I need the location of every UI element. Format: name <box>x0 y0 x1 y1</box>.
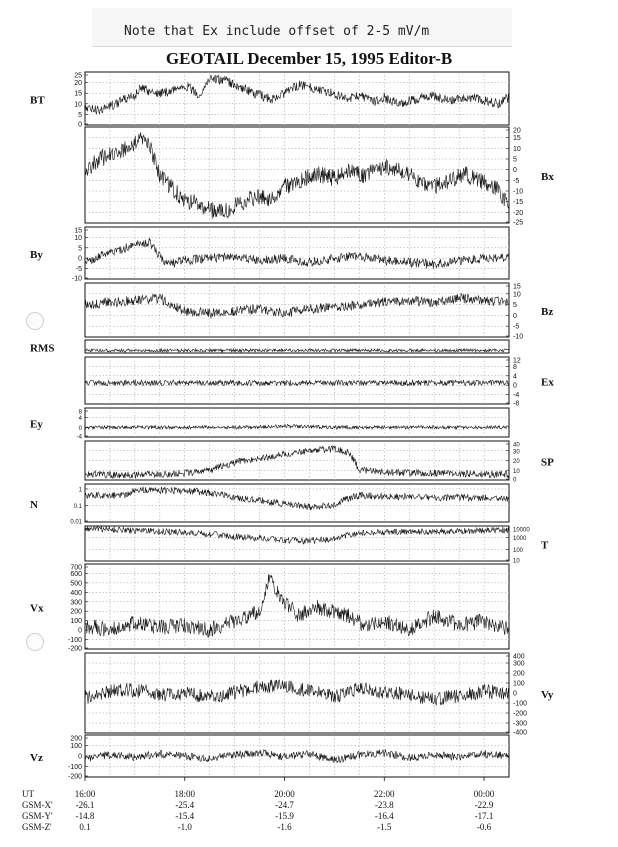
panel-frame <box>85 484 509 522</box>
series-line-rms <box>85 349 509 352</box>
ephemeris-cell: -26.1 <box>75 800 95 810</box>
panel-name-sp: SP <box>541 456 554 469</box>
tick-label-bx: 20 <box>513 127 521 135</box>
tick-label-vx: 300 <box>70 599 82 607</box>
tick-label-ey: 4 <box>78 416 82 423</box>
tick-label-vz: 200 <box>70 735 82 743</box>
tick-label-vx: 500 <box>70 580 82 588</box>
tick-label-by: 15 <box>74 227 82 235</box>
panel-ey <box>30 408 509 441</box>
series-line-vy <box>85 680 509 705</box>
tick-label-bt: 5 <box>78 111 82 119</box>
tick-label-vx: 600 <box>70 570 82 578</box>
tick-label-bx: 15 <box>513 135 521 143</box>
tick-label-bx: 5 <box>513 156 517 164</box>
ephemeris-row-label: GSM-Z' <box>22 822 52 832</box>
tick-label-vy: 300 <box>513 660 525 668</box>
tick-label-vy: -100 <box>513 700 528 708</box>
tick-label-bt: 10 <box>74 101 82 109</box>
series-line-ey <box>85 424 509 429</box>
panel-vy <box>85 653 554 737</box>
panel-frame <box>85 283 509 337</box>
tick-label-sp: 30 <box>513 449 520 456</box>
tick-label-bx: 0 <box>513 167 517 175</box>
tick-label-ex: 0 <box>513 382 517 390</box>
ephemeris-cell: -17.1 <box>474 811 494 821</box>
tick-label-by: 0 <box>78 255 82 263</box>
tick-label-t: 100 <box>513 547 524 554</box>
tick-label-bz: 15 <box>513 283 521 291</box>
tick-label-bz: 10 <box>513 291 521 299</box>
ephemeris-cell: 20:00 <box>274 789 295 799</box>
ephemeris-cell: -16.4 <box>374 811 394 821</box>
ephemeris-cell: 00:00 <box>473 789 495 799</box>
tick-label-vy: 100 <box>513 680 525 688</box>
tick-label-n: 1 <box>78 487 82 494</box>
tick-label-vy: 0 <box>513 690 517 698</box>
ephemeris-cell: 18:00 <box>174 789 196 799</box>
panel-frame <box>85 564 509 649</box>
tick-label-ex: 8 <box>513 363 517 371</box>
tick-label-vz: 0 <box>78 753 82 761</box>
panel-name-ex: Ex <box>541 376 554 389</box>
panel-frame <box>85 72 509 125</box>
tick-label-bx: -20 <box>513 209 524 217</box>
series-line-vx <box>85 574 509 637</box>
ephemeris-cell: -15.4 <box>175 811 195 821</box>
tick-label-by: -10 <box>71 275 82 283</box>
ephemeris-cell: -0.6 <box>476 822 492 832</box>
ephemeris-cell: 22:00 <box>374 789 395 799</box>
ephemeris-cell: -14.8 <box>75 811 95 821</box>
panel-bz <box>85 283 553 341</box>
series-line-n <box>85 487 509 511</box>
tick-label-vx: 100 <box>70 618 82 626</box>
panel-sp <box>85 441 554 484</box>
panel-name-rms: RMS <box>30 342 55 355</box>
tick-label-bt: 25 <box>74 72 82 80</box>
panel-frame <box>85 357 509 404</box>
series-line-ex <box>85 380 509 386</box>
tick-label-vx: 700 <box>70 564 82 572</box>
panel-bt <box>30 72 509 129</box>
tick-label-ey: 8 <box>78 409 82 416</box>
ephemeris-cell: -1.6 <box>277 822 292 832</box>
panel-name-vx: Vx <box>30 602 44 615</box>
panel-name-t: T <box>541 539 549 552</box>
tick-label-sp: 0 <box>513 477 517 484</box>
panel-name-bx: Bx <box>541 171 554 183</box>
tick-label-ey: -4 <box>76 434 82 441</box>
ephemeris-cell: -1.0 <box>177 822 192 832</box>
tick-label-ex: 4 <box>513 373 517 381</box>
tick-label-bx: 10 <box>513 145 521 153</box>
panel-rms <box>30 340 509 355</box>
tick-label-bz: 0 <box>513 312 517 320</box>
tick-label-bx: -10 <box>513 188 524 196</box>
tick-label-t: 1000 <box>513 536 527 543</box>
tick-label-vx: -200 <box>67 645 82 653</box>
series-line-bt <box>85 75 509 114</box>
panel-vx <box>30 564 509 653</box>
panel-bx <box>85 127 554 227</box>
tick-label-bt: 20 <box>74 80 82 88</box>
ephemeris-cell: 16:00 <box>74 789 96 799</box>
tick-label-bx: -5 <box>513 177 520 185</box>
tick-label-vx: 0 <box>78 627 82 635</box>
panel-frame <box>85 408 509 437</box>
tick-label-by: -5 <box>75 266 82 274</box>
tick-label-vy: 400 <box>513 653 525 661</box>
tick-label-sp: 40 <box>513 442 520 449</box>
series-line-bz <box>85 294 509 318</box>
ephemeris-cell: -1.5 <box>377 822 392 832</box>
tick-label-t: 10 <box>513 558 520 565</box>
panel-frame <box>85 227 509 279</box>
panel-ex <box>85 357 554 408</box>
ephemeris-row-label: UT <box>22 789 34 799</box>
tick-label-bt: 15 <box>74 90 82 98</box>
panel-name-vz: Vz <box>30 752 43 764</box>
ephemeris-row-label: GSM-Y' <box>22 811 53 821</box>
ephemeris-cell: -15.9 <box>275 811 294 821</box>
tick-label-n: 0.01 <box>70 519 82 526</box>
tick-label-sp: 20 <box>513 459 520 465</box>
panel-frame <box>85 340 509 353</box>
tick-label-vz: -100 <box>67 764 82 771</box>
panel-name-bz: Bz <box>541 306 554 318</box>
tick-label-vy: -300 <box>513 720 528 728</box>
panel-vz <box>30 735 509 781</box>
panel-frame <box>85 526 509 561</box>
tick-label-ex: -4 <box>513 392 520 400</box>
tick-label-bz: -5 <box>513 323 520 331</box>
figure-title: GEOTAIL December 15, 1995 Editor-B <box>165 49 453 68</box>
offset-note: Note that Ex include offset of 2-5 mV/m <box>124 24 430 39</box>
ephemeris-cell: -23.8 <box>374 800 394 810</box>
tick-label-bz: 5 <box>513 302 517 310</box>
tick-label-vx: 400 <box>70 589 82 597</box>
panel-name-ey: Ey <box>30 418 43 431</box>
tick-label-bx: -15 <box>513 199 524 207</box>
series-line-bx <box>85 132 509 219</box>
ephemeris-cell: 0.1 <box>79 822 91 832</box>
tick-label-vx: 200 <box>70 608 82 616</box>
tick-label-vz: -200 <box>67 773 82 781</box>
ephemeris-row-label: GSM-X' <box>22 800 53 810</box>
tick-label-bx: -25 <box>513 219 524 227</box>
tick-label-bz: -10 <box>513 333 524 341</box>
series-line-t <box>85 527 509 545</box>
panel-n <box>30 484 509 526</box>
tick-label-ex: -8 <box>513 400 520 408</box>
tick-label-sp: 10 <box>513 468 520 475</box>
tick-label-bt: 0 <box>78 121 82 129</box>
ephemeris-cell: -24.7 <box>275 800 294 810</box>
ephemeris-cell: -25.4 <box>175 800 195 810</box>
ephemeris-cell: -22.9 <box>474 800 494 810</box>
panel-t <box>85 526 549 565</box>
tick-label-vx: -100 <box>67 637 82 645</box>
tick-label-ex: 12 <box>513 357 521 365</box>
panel-name-by: By <box>30 249 43 261</box>
series-line-by <box>85 238 509 269</box>
panel-name-vy: Vy <box>541 689 554 701</box>
panel-name-bt: BT <box>30 94 45 107</box>
tick-label-by: 10 <box>74 234 82 242</box>
tick-label-vy: -200 <box>513 710 528 718</box>
tick-label-n: 0.1 <box>73 503 82 510</box>
panel-name-n: N <box>30 499 38 511</box>
tick-label-t: 10000 <box>513 527 530 534</box>
panel-by <box>30 227 509 283</box>
tick-label-vy: 200 <box>513 670 525 678</box>
tick-label-ey: 0 <box>78 425 82 432</box>
tick-label-vz: 100 <box>70 743 82 750</box>
tick-label-vy: -400 <box>513 729 528 737</box>
tick-label-by: 5 <box>78 245 82 253</box>
